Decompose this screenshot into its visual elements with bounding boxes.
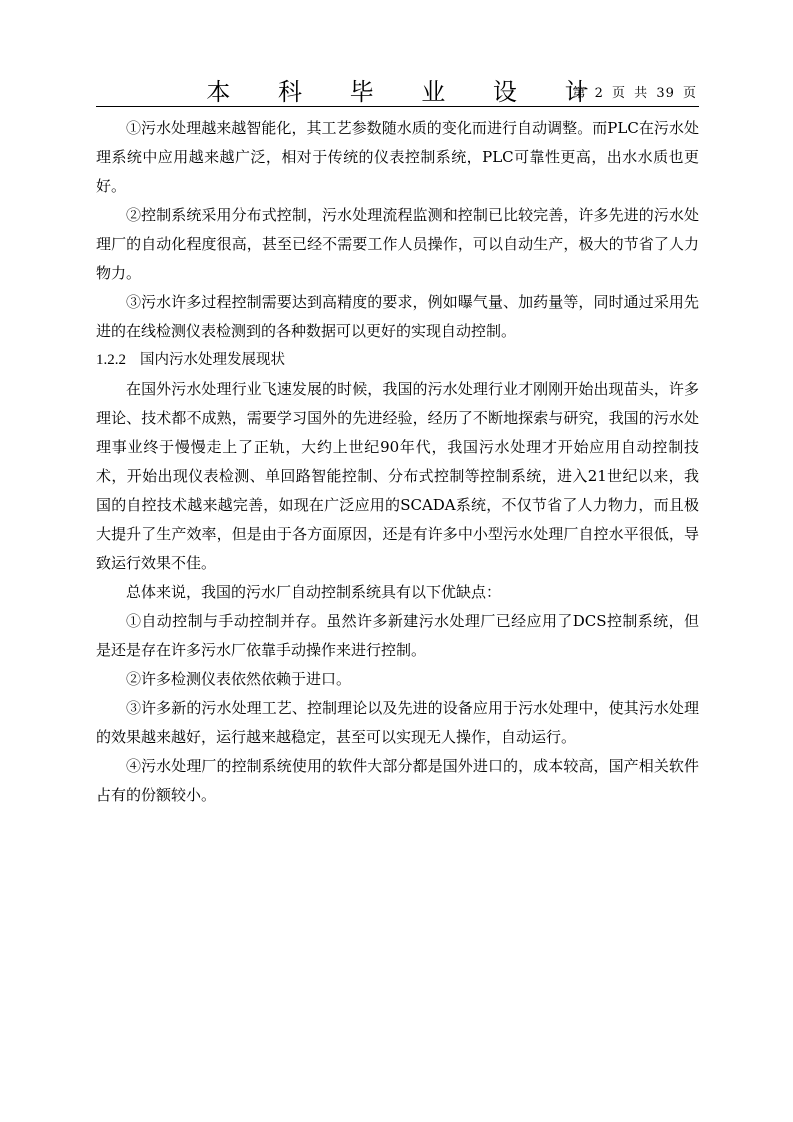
paragraph-5: 总体来说，我国的污水厂自动控制系统具有以下优缺点： bbox=[126, 583, 502, 601]
section-number: 1.2.2 bbox=[96, 352, 126, 368]
paragraph-8: ③许多新的污水处理工艺、控制理论以及先进的设备应用于污水处理中，使其污水处理的效果越来越好，运行越来越稳定，甚至可以实现无人操作，自动运行。 bbox=[96, 699, 699, 746]
section-title: 国内污水处理发展现状 bbox=[140, 352, 285, 368]
page-header bbox=[96, 76, 699, 107]
section-heading bbox=[96, 346, 699, 375]
paragraph-7: ②许多检测仪表依然依赖于进口。 bbox=[126, 670, 352, 688]
document-body bbox=[96, 114, 699, 810]
paragraph-3: ③污水许多过程控制需要达到高精度的要求，例如曝气量、加药量等，同时通过采用先进的在线检测仪表检测到的各种数据可以更好的实现自动控制。 bbox=[96, 293, 699, 340]
page-number-info: 第 2 页 共 39 页 bbox=[572, 86, 697, 101]
paragraph-6: ①自动控制与手动控制并存。虽然许多新建污水处理厂已经应用了DCS控制系统，但是还是存在许多污水厂依靠手动操作来进行控制。 bbox=[96, 612, 699, 659]
document-title: 本 科 毕 业 设 计 bbox=[206, 78, 609, 106]
paragraph-4: 在国外污水处理行业飞速发展的时候，我国的污水处理行业才刚刚开始出现苗头，许多理论、技术都不成熟，需要学习国外的先进经验，经历了不断地探索与研究，我国的污水处理事业终于慢慢走上了正轨，大约上世纪90年代，我国污水处理才开始应用自动控制技术，开始出现仪表检测、单回路智能控制、分布式控制等控制系统，进入21世纪以来，我国的自控技术越来越完善，如现在广泛应用的SCADA系统，不仅节省了人力物力，而且极大提升了生产效率，但是由于各方面原因，还是有许多中小型污水处理厂自控水平很低，导致运行效果不佳。 bbox=[96, 380, 699, 572]
paragraph-2: ②控制系统采用分布式控制，污水处理流程监测和控制已比较完善，许多先进的污水处理厂的自动化程度很高，甚至已经不需要工作人员操作，可以自动生产，极大的节省了人力物力。 bbox=[96, 206, 699, 282]
paragraph-9: ④污水处理厂的控制系统使用的软件大部分都是国外进口的，成本较高，国产相关软件占有的份额较小。 bbox=[96, 757, 699, 804]
paragraph-1: ①污水处理越来越智能化，其工艺参数随水质的变化而进行自动调整。而PLC在污水处理系统中应用越来越广泛，相对于传统的仪表控制系统，PLC可靠性更高，出水水质也更好。 bbox=[96, 119, 699, 195]
